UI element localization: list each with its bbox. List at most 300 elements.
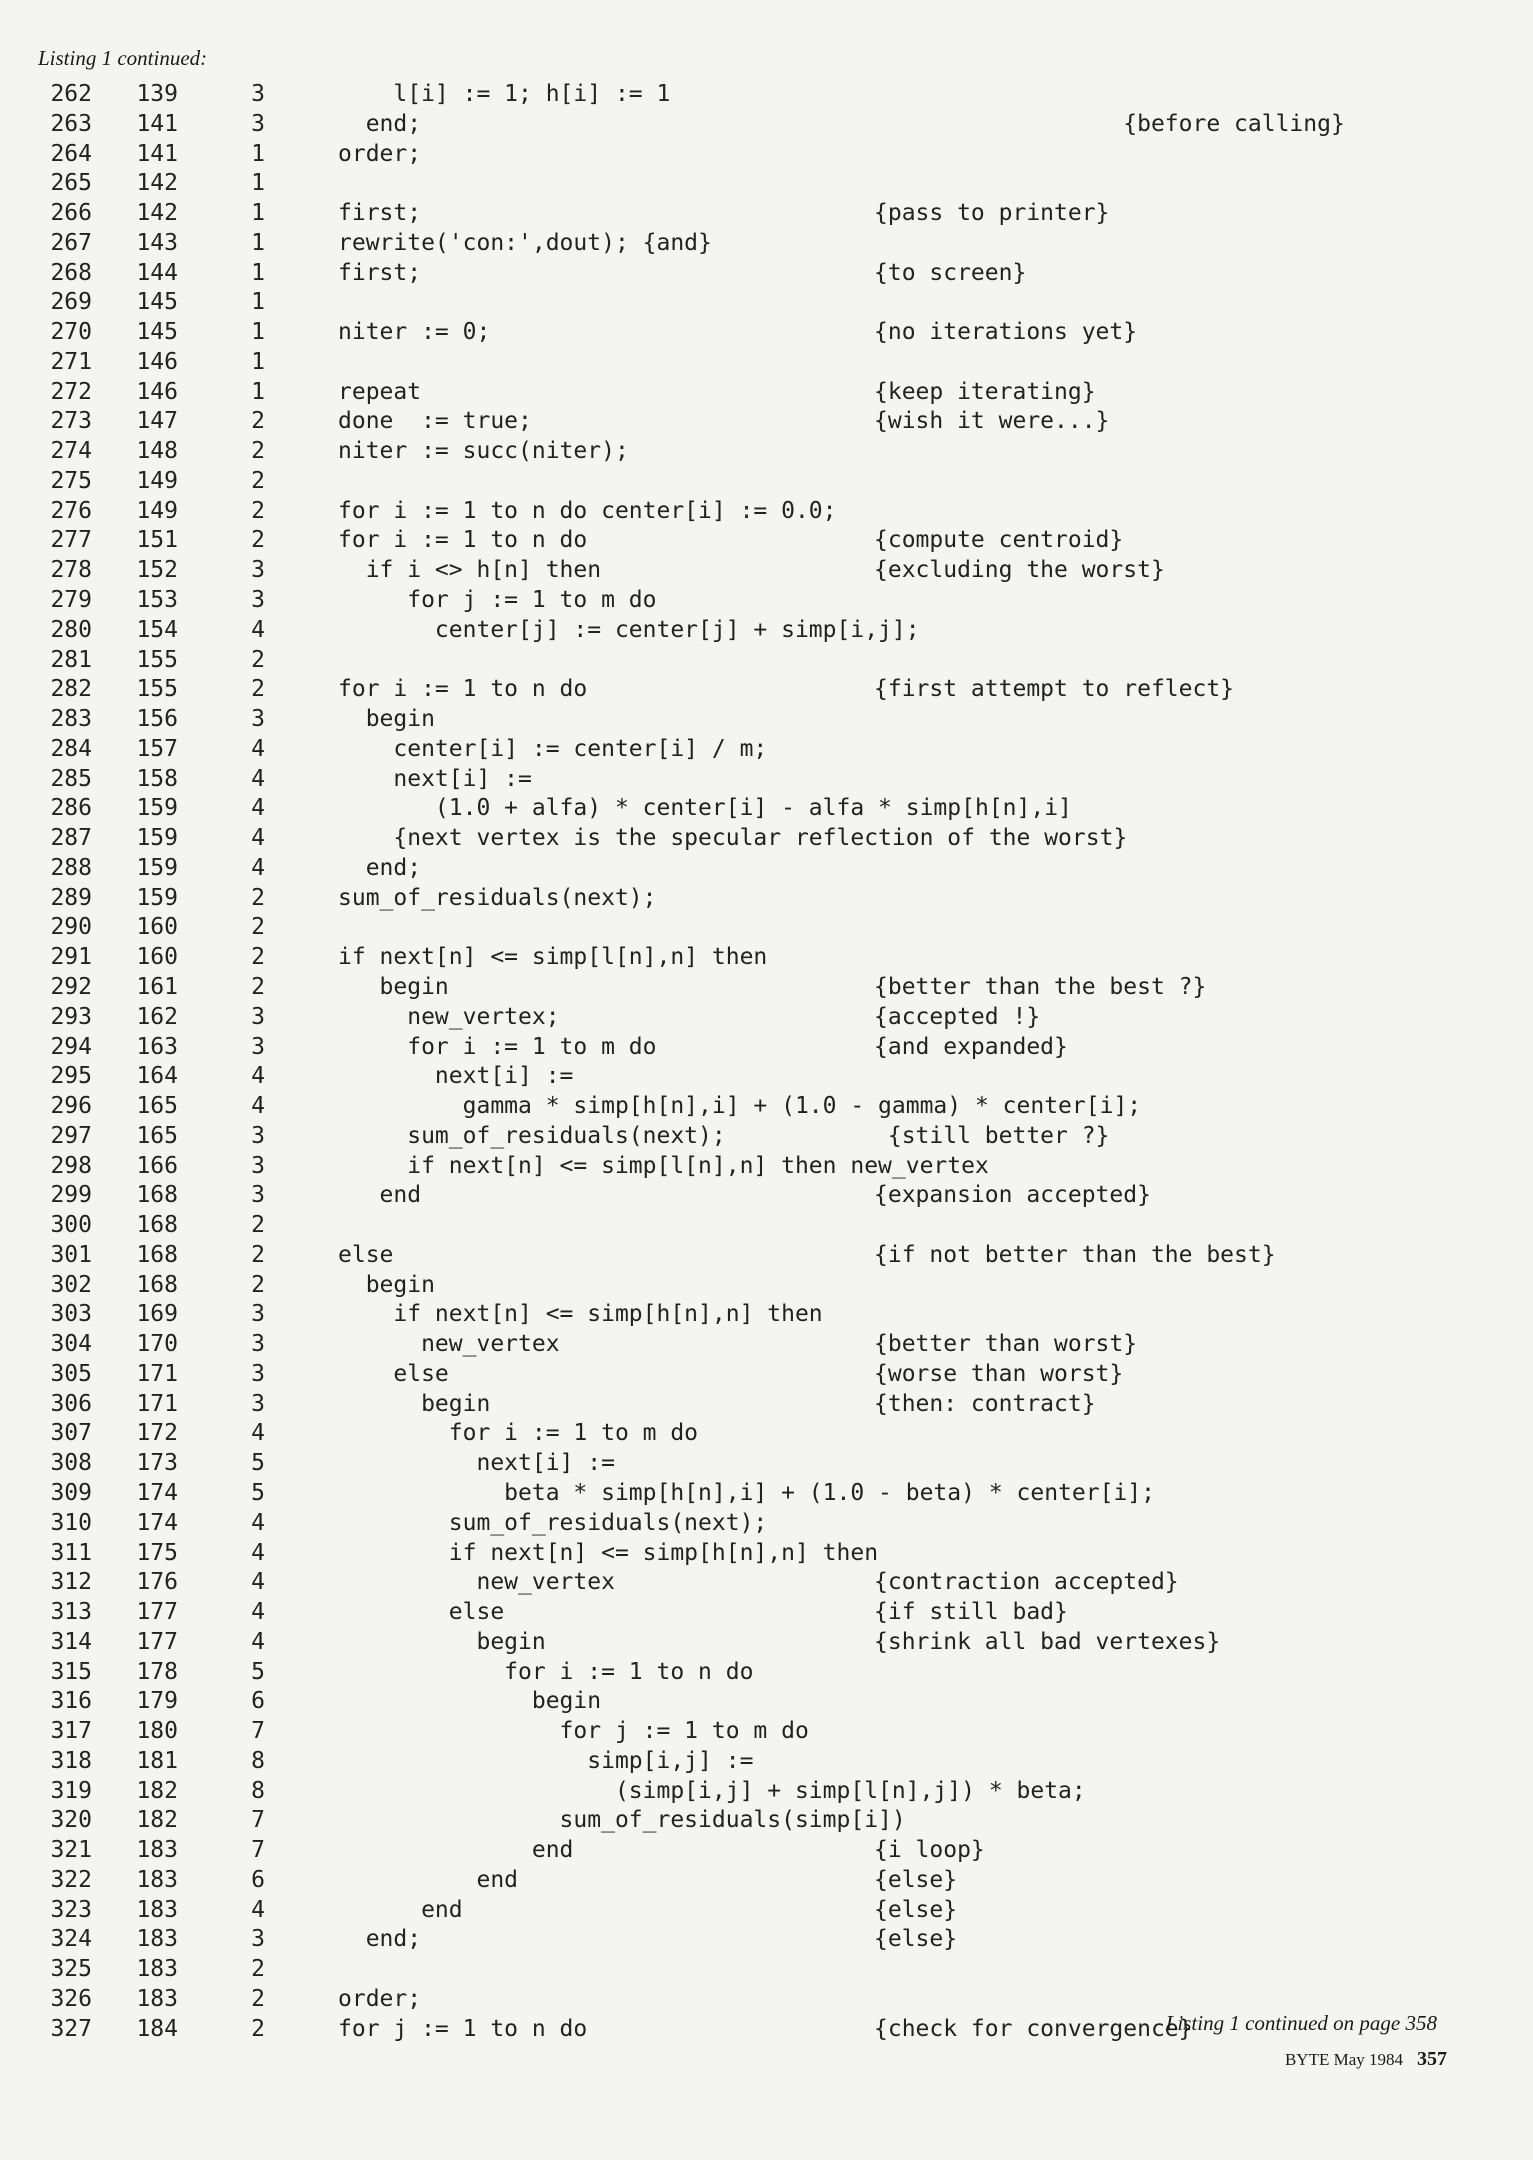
statement-number: 160 <box>136 914 178 941</box>
nesting-level: 2 <box>251 884 265 911</box>
code-comment: {else} <box>874 1926 958 1953</box>
nesting-level: 1 <box>251 319 265 346</box>
statement-number: 168 <box>136 1212 178 1239</box>
line-number: 264 <box>50 140 92 167</box>
line-number: 270 <box>50 319 92 346</box>
statement-number: 149 <box>136 497 178 524</box>
line-number: 318 <box>50 1747 92 1774</box>
listing-line <box>0 1509 1533 1539</box>
listing-line <box>0 1419 1533 1449</box>
continued-note: Listing 1 continued on page 358 <box>1165 2011 1437 2035</box>
listing-line <box>0 646 1533 676</box>
nesting-level: 4 <box>251 1628 265 1655</box>
line-number: 281 <box>50 646 92 673</box>
code-text: first; <box>338 259 422 286</box>
nesting-level: 4 <box>251 795 265 822</box>
code-text: for i := 1 to n do center[i] := 0.0; <box>338 497 837 524</box>
code-text: gamma * simp[h[n],i] + (1.0 - gamma) * center[i]; <box>338 1093 1142 1120</box>
statement-number: 182 <box>136 1777 178 1804</box>
code-text: l[i] := 1; h[i] := 1 <box>338 81 671 107</box>
listing-line <box>0 1271 1533 1301</box>
listing-line <box>0 586 1533 616</box>
code-text: {next vertex is the specular reflection of the worst} <box>338 825 1128 852</box>
statement-number: 143 <box>136 229 178 256</box>
line-number: 267 <box>50 229 92 256</box>
nesting-level: 3 <box>251 1033 265 1060</box>
code-text: (1.0 + alfa) * center[i] - alfa * simp[h[n],i] <box>338 795 1072 822</box>
nesting-level: 1 <box>251 289 265 316</box>
code-text: else <box>338 1360 449 1387</box>
line-number: 319 <box>50 1777 92 1804</box>
code-comment: {and expanded} <box>874 1033 1068 1060</box>
nesting-level: 1 <box>251 378 265 405</box>
statement-number: 175 <box>136 1539 178 1566</box>
line-number: 326 <box>50 1986 92 2012</box>
line-number: 284 <box>50 735 92 762</box>
nesting-level: 8 <box>251 1747 265 1774</box>
line-number: 295 <box>50 1063 92 1090</box>
listing-line <box>0 1062 1533 1092</box>
statement-number: 173 <box>136 1450 178 1477</box>
line-number: 282 <box>50 676 92 703</box>
line-number: 277 <box>50 527 92 554</box>
code-text: niter := succ(niter); <box>338 438 629 465</box>
line-number: 279 <box>50 587 92 614</box>
listing-line <box>0 1181 1533 1211</box>
listing-line <box>0 437 1533 467</box>
nesting-level: 3 <box>251 1390 265 1417</box>
line-number: 327 <box>50 2015 92 2042</box>
nesting-level: 1 <box>251 229 265 256</box>
line-number: 283 <box>50 706 92 733</box>
line-number: 275 <box>50 467 92 494</box>
line-number: 273 <box>50 408 92 435</box>
statement-number: 183 <box>136 1837 178 1864</box>
listing-line <box>0 765 1533 795</box>
listing-line <box>0 616 1533 646</box>
listing-line <box>0 1598 1533 1628</box>
nesting-level: 3 <box>251 81 265 107</box>
code-text: begin <box>338 1390 491 1417</box>
statement-number: 156 <box>136 706 178 733</box>
code-text: rewrite('con:',dout); {and} <box>338 229 712 256</box>
statement-number: 166 <box>136 1152 178 1179</box>
code-text: end <box>338 1182 422 1209</box>
code-comment: {excluding the worst} <box>874 557 1165 584</box>
code-comment: {keep iterating} <box>874 378 1096 405</box>
statement-number: 164 <box>136 1063 178 1090</box>
code-comment: {if still bad} <box>874 1599 1068 1626</box>
nesting-level: 4 <box>251 854 265 881</box>
listing-line <box>0 1717 1533 1747</box>
code-comment: {check for convergence} <box>874 2015 1193 2042</box>
line-number: 304 <box>50 1331 92 1358</box>
listing-line <box>0 1211 1533 1241</box>
nesting-level: 6 <box>251 1866 265 1893</box>
line-number: 291 <box>50 944 92 971</box>
code-comment: {first attempt to reflect} <box>874 676 1235 703</box>
code-comment: {no iterations yet} <box>874 319 1138 346</box>
statement-number: 155 <box>136 646 178 673</box>
statement-number: 148 <box>136 438 178 465</box>
statement-number: 168 <box>136 1182 178 1209</box>
statement-number: 158 <box>136 765 178 792</box>
line-number: 315 <box>50 1658 92 1685</box>
listing-line <box>0 1925 1533 1955</box>
code-text: order; <box>338 140 422 167</box>
listing-line <box>0 1092 1533 1122</box>
line-number: 311 <box>50 1539 92 1566</box>
line-number: 322 <box>50 1866 92 1893</box>
nesting-level: 4 <box>251 1569 265 1596</box>
statement-number: 153 <box>136 587 178 614</box>
nesting-level: 5 <box>251 1479 265 1506</box>
nesting-level: 7 <box>251 1837 265 1864</box>
nesting-level: 2 <box>251 1271 265 1298</box>
line-number: 303 <box>50 1301 92 1328</box>
statement-number: 176 <box>136 1569 178 1596</box>
statement-number: 174 <box>136 1509 178 1536</box>
nesting-level: 2 <box>251 914 265 941</box>
listing-line <box>0 913 1533 943</box>
nesting-level: 4 <box>251 825 265 852</box>
line-number: 287 <box>50 825 92 852</box>
nesting-level: 3 <box>251 1003 265 1030</box>
nesting-level: 4 <box>251 1063 265 1090</box>
nesting-level: 3 <box>251 1182 265 1209</box>
listing-line <box>0 854 1533 884</box>
statement-number: 171 <box>136 1360 178 1387</box>
statement-number: 162 <box>136 1003 178 1030</box>
nesting-level: 4 <box>251 765 265 792</box>
nesting-level: 2 <box>251 527 265 554</box>
nesting-level: 3 <box>251 1926 265 1953</box>
nesting-level: 4 <box>251 616 265 643</box>
listing-line <box>0 735 1533 765</box>
line-number: 320 <box>50 1807 92 1834</box>
nesting-level: 3 <box>251 1301 265 1328</box>
line-number: 294 <box>50 1033 92 1060</box>
nesting-level: 2 <box>251 1241 265 1268</box>
statement-number: 142 <box>136 170 178 197</box>
code-listing <box>0 80 1533 2045</box>
listing-line <box>0 1747 1533 1777</box>
line-number: 300 <box>50 1212 92 1239</box>
line-number: 289 <box>50 884 92 911</box>
line-number: 313 <box>50 1599 92 1626</box>
code-text: first; <box>338 200 422 227</box>
line-number: 262 <box>50 81 92 107</box>
listing-line <box>0 1896 1533 1926</box>
code-comment: {to screen} <box>874 259 1027 286</box>
code-text: (simp[i,j] + simp[l[n],j]) * beta; <box>338 1777 1086 1804</box>
nesting-level: 1 <box>251 348 265 375</box>
code-text: next[i] := <box>338 1063 574 1090</box>
statement-number: 165 <box>136 1122 178 1149</box>
code-text: for j := 1 to n do <box>338 2015 588 2042</box>
nesting-level: 1 <box>251 170 265 197</box>
line-number: 280 <box>50 616 92 643</box>
statement-number: 139 <box>136 81 178 107</box>
code-comment: {contraction accepted} <box>874 1569 1179 1596</box>
listing-line <box>0 1033 1533 1063</box>
statement-number: 168 <box>136 1241 178 1268</box>
code-text: else <box>338 1241 394 1268</box>
line-number: 314 <box>50 1628 92 1655</box>
code-text: for i := 1 to n do <box>338 676 588 703</box>
code-text: begin <box>338 1688 602 1715</box>
listing-line <box>0 973 1533 1003</box>
code-comment: {then: contract} <box>874 1390 1096 1417</box>
listing-line <box>0 1836 1533 1866</box>
code-comment: {shrink all bad vertexes} <box>874 1628 1221 1655</box>
statement-number: 159 <box>136 825 178 852</box>
line-number: 298 <box>50 1152 92 1179</box>
listing-line <box>0 1658 1533 1688</box>
code-text: end; <box>338 854 422 881</box>
listing-line <box>0 199 1533 229</box>
code-comment: {worse than worst} <box>874 1360 1124 1387</box>
line-number: 278 <box>50 557 92 584</box>
statement-number: 159 <box>136 795 178 822</box>
nesting-level: 4 <box>251 1420 265 1447</box>
line-number: 324 <box>50 1926 92 1953</box>
line-number: 316 <box>50 1688 92 1715</box>
line-number: 308 <box>50 1450 92 1477</box>
code-text: if next[n] <= simp[h[n],n] then <box>338 1539 879 1566</box>
code-text: niter := 0; <box>338 319 491 346</box>
statement-number: 159 <box>136 854 178 881</box>
line-number: 307 <box>50 1420 92 1447</box>
code-text: begin <box>338 706 435 733</box>
line-number: 302 <box>50 1271 92 1298</box>
listing-line <box>0 1955 1533 1985</box>
code-text: sum_of_residuals(next); <box>338 884 657 911</box>
listing-line <box>0 1390 1533 1420</box>
nesting-level: 1 <box>251 140 265 167</box>
listing-line <box>0 467 1533 497</box>
statement-number: 152 <box>136 557 178 584</box>
statement-number: 147 <box>136 408 178 435</box>
code-text: if next[n] <= simp[l[n],n] then new_vertex <box>338 1152 989 1179</box>
listing-line <box>0 705 1533 735</box>
nesting-level: 8 <box>251 1777 265 1804</box>
listing-line <box>0 794 1533 824</box>
line-number: 274 <box>50 438 92 465</box>
listing-line <box>0 1568 1533 1598</box>
nesting-level: 3 <box>251 1331 265 1358</box>
listing-line <box>0 943 1533 973</box>
code-comment: {compute centroid} <box>874 527 1124 554</box>
nesting-level: 4 <box>251 1599 265 1626</box>
page-footer <box>1285 2048 1447 2071</box>
line-number: 305 <box>50 1360 92 1387</box>
code-text: else <box>338 1599 505 1626</box>
nesting-level: 1 <box>251 259 265 286</box>
statement-number: 151 <box>136 527 178 554</box>
line-number: 299 <box>50 1182 92 1209</box>
nesting-level: 2 <box>251 944 265 971</box>
code-comment: {pass to printer} <box>874 200 1110 227</box>
statement-number: 154 <box>136 616 178 643</box>
statement-number: 161 <box>136 973 178 1000</box>
nesting-level: 4 <box>251 1539 265 1566</box>
statement-number: 146 <box>136 378 178 405</box>
line-number: 296 <box>50 1093 92 1120</box>
nesting-level: 2 <box>251 1212 265 1239</box>
line-number: 268 <box>50 259 92 286</box>
statement-number: 183 <box>136 1866 178 1893</box>
listing-line <box>0 140 1533 170</box>
line-number: 290 <box>50 914 92 941</box>
line-number: 276 <box>50 497 92 524</box>
statement-number: 146 <box>136 348 178 375</box>
code-text: repeat <box>338 378 422 405</box>
listing-line <box>0 1330 1533 1360</box>
listing-line <box>0 497 1533 527</box>
publication-name: BYTE May 1984 <box>1284 2050 1403 2069</box>
listing-line <box>0 1122 1533 1152</box>
statement-number: 141 <box>136 140 178 167</box>
code-comment: {better than worst} <box>874 1331 1138 1358</box>
code-text: for i := 1 to n do <box>338 527 588 554</box>
code-text: end; <box>338 1926 422 1953</box>
statement-number: 180 <box>136 1718 178 1745</box>
line-number: 265 <box>50 170 92 197</box>
nesting-level: 1 <box>251 200 265 227</box>
code-text: end <box>338 1866 519 1893</box>
listing-line <box>0 378 1533 408</box>
nesting-level: 2 <box>251 973 265 1000</box>
code-text: begin <box>338 973 449 1000</box>
statement-number: 181 <box>136 1747 178 1774</box>
nesting-level: 4 <box>251 1093 265 1120</box>
listing-line <box>0 1360 1533 1390</box>
code-text: order; <box>338 1986 422 2012</box>
listing-header: Listing 1 continued: <box>38 46 208 70</box>
nesting-level: 2 <box>251 408 265 435</box>
nesting-level: 2 <box>251 438 265 465</box>
code-text: for j := 1 to m do <box>338 587 657 614</box>
statement-number: 149 <box>136 467 178 494</box>
code-comment: {better than the best ?} <box>874 973 1207 1000</box>
line-number: 263 <box>50 110 92 137</box>
statement-number: 169 <box>136 1301 178 1328</box>
listing-line <box>0 824 1533 854</box>
statement-number: 183 <box>136 1896 178 1923</box>
statement-number: 144 <box>136 259 178 286</box>
statement-number: 172 <box>136 1420 178 1447</box>
listing-line <box>0 1241 1533 1271</box>
listing-line <box>0 1777 1533 1807</box>
statement-number: 179 <box>136 1688 178 1715</box>
statement-number: 177 <box>136 1599 178 1626</box>
nesting-level: 2 <box>251 1956 265 1983</box>
line-number: 321 <box>50 1837 92 1864</box>
statement-number: 177 <box>136 1628 178 1655</box>
statement-number: 160 <box>136 944 178 971</box>
code-text: for i := 1 to m do <box>338 1033 657 1060</box>
statement-number: 184 <box>136 2015 178 2042</box>
code-text: new_vertex <box>338 1569 615 1596</box>
code-text: sum_of_residuals(simp[i]) <box>338 1807 906 1834</box>
listing-line <box>0 288 1533 318</box>
line-number: 306 <box>50 1390 92 1417</box>
nesting-level: 3 <box>251 110 265 137</box>
nesting-level: 4 <box>251 1896 265 1923</box>
statement-number: 142 <box>136 200 178 227</box>
nesting-level: 3 <box>251 1360 265 1387</box>
nesting-level: 3 <box>251 706 265 733</box>
code-comment: {wish it were...} <box>874 408 1110 435</box>
line-number: 271 <box>50 348 92 375</box>
listing-line <box>0 1687 1533 1717</box>
nesting-level: 2 <box>251 646 265 673</box>
statement-number: 178 <box>136 1658 178 1685</box>
code-text: end; <box>338 110 422 137</box>
listing-line <box>0 348 1533 378</box>
code-text: if next[n] <= simp[h[n],n] then <box>338 1301 823 1328</box>
listing-line <box>0 407 1533 437</box>
line-number: 297 <box>50 1122 92 1149</box>
line-number: 269 <box>50 289 92 316</box>
listing-line <box>0 1866 1533 1896</box>
statement-number: 183 <box>136 1956 178 1983</box>
nesting-level: 3 <box>251 587 265 614</box>
listing-line <box>0 1806 1533 1836</box>
code-text: for i := 1 to m do <box>338 1420 699 1447</box>
line-number: 292 <box>50 973 92 1000</box>
line-number: 317 <box>50 1718 92 1745</box>
code-text: if next[n] <= simp[l[n],n] then <box>338 944 768 971</box>
page-number: 357 <box>1417 2048 1447 2070</box>
listing-line <box>0 556 1533 586</box>
listing-line <box>0 80 1533 110</box>
nesting-level: 5 <box>251 1658 265 1685</box>
code-comment: {if not better than the best} <box>874 1241 1276 1268</box>
code-text: for i := 1 to n do <box>338 1658 754 1685</box>
nesting-level: 4 <box>251 735 265 762</box>
code-comment: {accepted !} <box>874 1003 1041 1030</box>
statement-number: 155 <box>136 676 178 703</box>
statement-number: 171 <box>136 1390 178 1417</box>
nesting-level: 2 <box>251 497 265 524</box>
code-text: sum_of_residuals(next); <box>338 1509 768 1536</box>
nesting-level: 3 <box>251 1122 265 1149</box>
listing-line <box>0 259 1533 289</box>
listing-line <box>0 1479 1533 1509</box>
nesting-level: 7 <box>251 1807 265 1834</box>
statement-number: 174 <box>136 1479 178 1506</box>
code-comment: {i loop} <box>874 1837 985 1864</box>
code-text: end <box>338 1837 574 1864</box>
statement-number: 159 <box>136 884 178 911</box>
code-text: new_vertex <box>338 1331 560 1358</box>
statement-number: 168 <box>136 1271 178 1298</box>
listing-line <box>0 884 1533 914</box>
listing-line <box>0 169 1533 199</box>
code-comment: {else} <box>874 1866 958 1893</box>
nesting-level: 2 <box>251 676 265 703</box>
code-text: simp[i,j] := <box>338 1747 754 1774</box>
line-number: 286 <box>50 795 92 822</box>
statement-number: 182 <box>136 1807 178 1834</box>
code-text: for j := 1 to m do <box>338 1718 809 1745</box>
statement-number: 163 <box>136 1033 178 1060</box>
code-text: center[i] := center[i] / m; <box>338 735 768 762</box>
nesting-level: 3 <box>251 557 265 584</box>
line-number: 312 <box>50 1569 92 1596</box>
